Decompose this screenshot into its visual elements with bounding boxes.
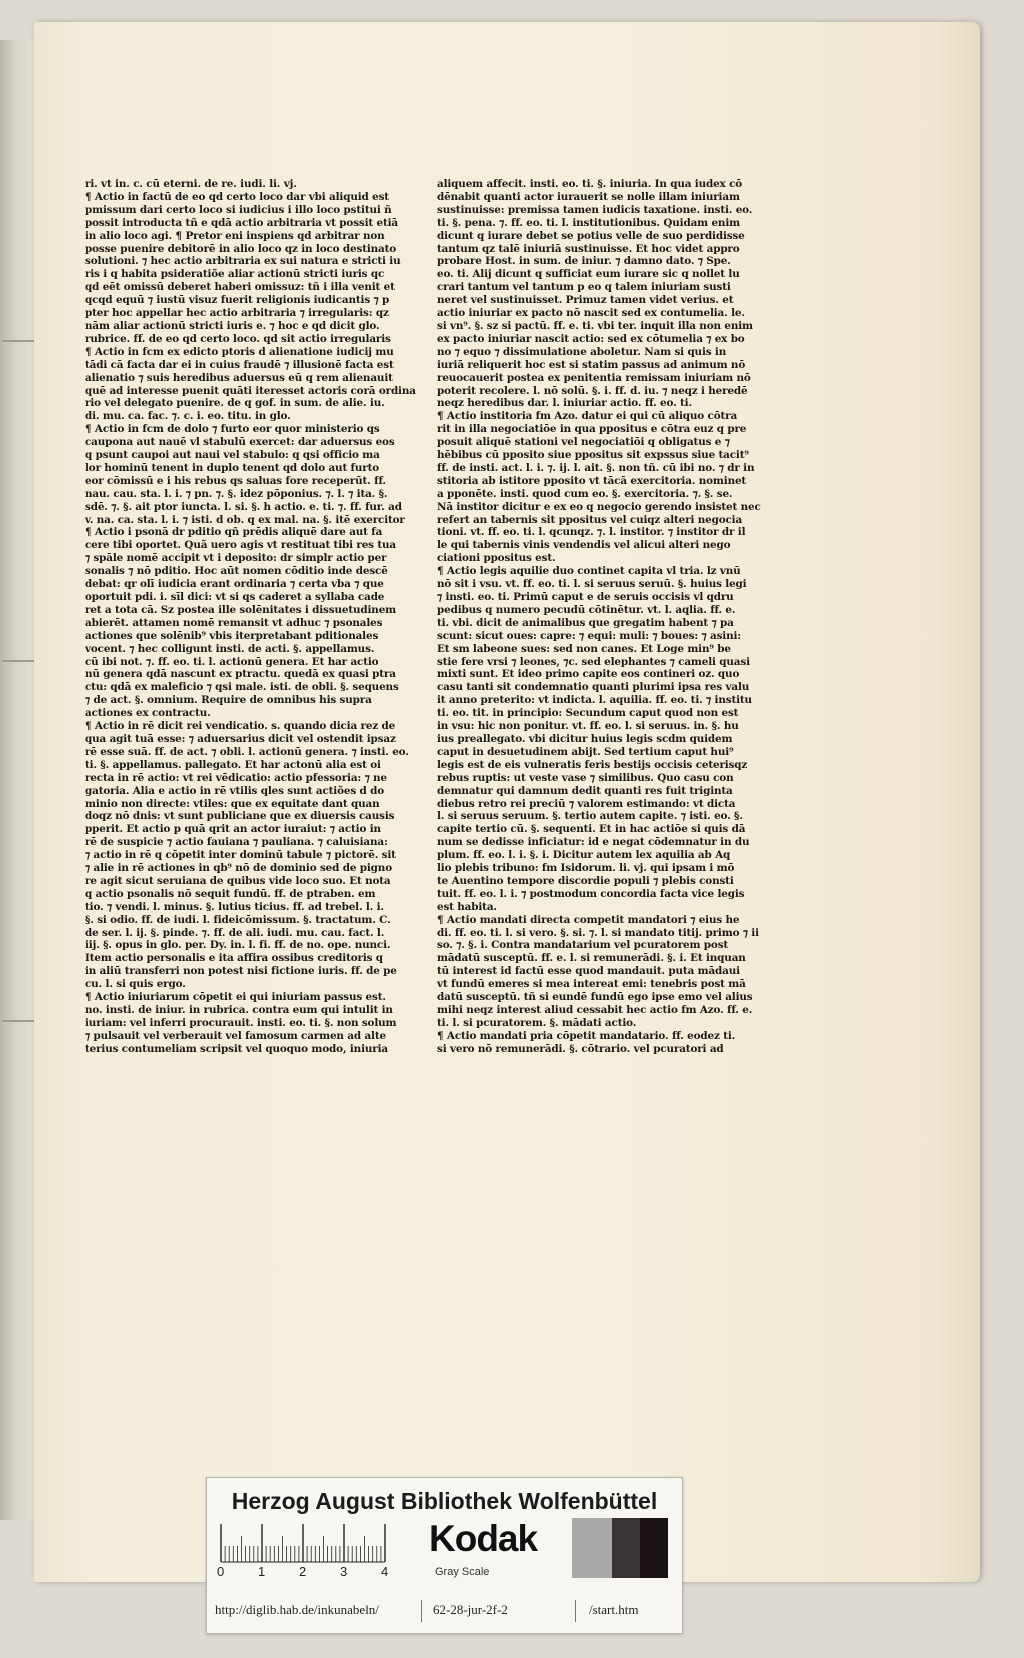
text-line: ti. §. pena. ⁊. ff. eo. ti. l. institutionibus. Quidam enim	[437, 216, 740, 229]
text-line: ⁊ actio in rē q cōpetit inter dominū tabule ⁊ pictorē. sit	[85, 849, 396, 862]
text-line: iij. §. opus in glo. per. Dy. in. l. fi. ff. de no. ope. nunci.	[85, 939, 391, 952]
text-line: q actio psonalis nō sequit fundū. ff. de ptraben. em	[85, 887, 376, 900]
text-line: poterit recolere. l. nō solū. §. i. ff. d. iu. ⁊ neqz i heredē	[437, 384, 748, 397]
text-line: demnatur qui damnum dedit quanti res fuit triginta	[437, 784, 733, 797]
text-line: caput in desuetudinem abijt. Sed tertium caput hui⁹	[437, 745, 734, 758]
text-line: mixti sunt. Et ideo primo capite eos contineri oz. quo	[437, 668, 740, 681]
shelfmark: 62-28-jur-2f-2	[433, 1602, 508, 1617]
text-line: ciationi ppositus est.	[437, 552, 556, 565]
text-line: ⁊ insti. eo. ti. Primū caput e de seruis occisis vl qdru	[437, 591, 734, 603]
text-line: no. insti. de iniur. in rubrica. contra eum qui intulit in	[85, 1004, 393, 1016]
text-line: pperit. Et actio p quā qrit an actor iuraiut: ⁊ actio in	[85, 823, 381, 836]
text-line: probare Host. in sum. de iniur. ⁊ damno dato. ⁊ Spe.	[437, 255, 731, 268]
scale-ruler	[217, 1522, 392, 1564]
text-line: ¶ Actio institoria fm Azo. datur ei qui cū aliquo cōtra	[437, 410, 738, 423]
text-line: terius contumeliam scripsit vel quoquo modo, iniuria	[85, 1042, 388, 1055]
text-line: ctu: qdā ex maleficio ⁊ qsi male. isti. de obli. §. sequens	[85, 681, 399, 694]
gray-scale-caption: Gray Scale	[435, 1566, 490, 1578]
text-line: a pponēte. insti. quod cum eo. §. exercitoria. ⁊. §. se.	[437, 487, 733, 500]
text-line: ret a tota cā. Sz postea ille solēnitates i dissuetudinem	[85, 603, 396, 616]
gray-swatch-black	[640, 1518, 668, 1578]
text-line: pedibus q numero pecudū cōtinētur. vt. l. aqlia. ff. e.	[437, 603, 736, 616]
ruler-number: 3	[340, 1564, 348, 1579]
text-line: num se dedisse inficiatur: id e negat cōdemnatur in du	[437, 836, 750, 849]
text-line: ti. eo. tit. in principio: Secundum caput quod non est	[437, 707, 739, 720]
text-line: lio plebis tribuno: fm Isidorum. li. vj. qui ipsam i mō	[437, 862, 735, 875]
text-line: crari tantum vel tantum p eo q talem iniuriam susti	[437, 281, 731, 294]
text-line: cū ibi not. ⁊. ff. eo. ti. l. actionū genera. Et har actio	[85, 655, 379, 668]
text-line: rubrice. ff. de eo qd certo loco. qd sit actio irregularis	[85, 332, 391, 345]
text-line: ⁊ alie in rē actiones in qb⁹ nō de dominio sed de pigno	[85, 862, 392, 875]
text-line: q psunt caupoi aut naui vel stabulo: q qsi officio ma	[85, 449, 380, 462]
text-line: eor cōmissū e i his rebus qs saluas fore receperūt. ff.	[85, 474, 386, 487]
text-line: no ⁊ equo ⁊ dissimulatione aboletur. Nam si quis in	[437, 345, 727, 358]
library-label-card	[206, 1477, 683, 1634]
text-line: ris i q habita psideratiõe aliar actionū stricti iuris qc	[85, 268, 385, 281]
ruler-number: 2	[299, 1564, 307, 1579]
text-line: ¶ Actio mandati pria cōpetit mandatario. ff. eodez ti.	[437, 1029, 736, 1042]
text-line: in aliū transferri non potest nisi fictione iuris. ff. de pe	[85, 965, 397, 978]
text-line: tio. ⁊ vendi. l. minus. §. lutius ticius. ff. ad trebel. l. i.	[85, 900, 384, 913]
text-line: ¶ Actio in factū de eo qd certo loco dar vbi aliquid est	[85, 190, 389, 203]
text-line: pmissum dari certo loco si iudicius i illo loco pstitui ñ	[85, 203, 392, 216]
text-line: rē esse suā. ff. de act. ⁊ obli. l. actionū genera. ⁊ insti. eo.	[85, 745, 409, 758]
text-line: re agit sicut seruiana de quibus vide loco suo. Et nota	[85, 874, 391, 887]
text-line: nō sit i vsu. vt. ff. eo. ti. l. si seruus seruū. §. huius legi	[437, 578, 747, 591]
text-line: tantum qz talē iniuriā sustinuisse. Et hoc videt appro	[437, 242, 740, 255]
text-line: §. si odio. ff. de iudi. l. fideicōmissum. §. tractatum. C.	[85, 913, 391, 926]
text-line: scunt: sicut oues: capre: ⁊ equi: muli: ⁊ boues: ⁊ asini:	[437, 629, 741, 642]
text-line: dicunt q iurare debet se potius velle de suo perdidisse	[437, 229, 745, 242]
text-line: rit in illa negociatiōe in qua ppositus e cōtra euz q pre	[437, 423, 747, 436]
ruler-number: 1	[258, 1564, 266, 1579]
text-line: so. ⁊. §. i. Contra mandatarium vel pcuratorem post	[437, 939, 729, 952]
text-line: qcqd equū ⁊ iustū visuz fuerit religionis iudicantis ⁊ p	[85, 294, 390, 307]
text-line: minio non directe: vtiles: que ex equitate dant quan	[85, 797, 380, 810]
text-line: si vero nō remunerādi. §. cōtrario. vel pcuratori ad	[437, 1042, 724, 1055]
text-line: capite tertio cū. §. sequenti. Et in hac actiōe si quis dā	[437, 823, 746, 836]
text-line: Nā institor dicitur e ex eo q negocio gerendo insistet nec	[437, 500, 761, 513]
text-line: refert an tabernis sit ppositus vel cuiqz alteri negocia	[437, 513, 743, 526]
text-line: in alio loco agi. ¶ Pretor eni inspiens qd arbitrar non	[85, 229, 385, 242]
text-line: ff. de insti. act. l. i. ⁊. ij. l. ait. §. non tñ. cū ibi no. ⁊ dr in	[437, 461, 755, 474]
text-line: mihi neqz interest aliud cessabit hec actio fm Azo. ff. e.	[437, 1004, 753, 1016]
text-line: v. na. ca. sta. l. i. ⁊ isti. d ob. q ex mal. na. §. itē exercitor	[85, 513, 405, 526]
text-line: lor hominū tenent in duplo tenent qd dolo aut furto	[85, 461, 380, 474]
text-line: debat: qr olī iudicia erant ordinaria ⁊ certa vba ⁊ que	[85, 578, 384, 591]
text-line: reuocauerit postea ex penitentia remissam iniuriam nō	[437, 371, 751, 384]
text-line: iuriā reliquerit hoc est si statim passus ad animum nō	[437, 358, 746, 371]
text-line: ex pacto iniuriar nascit actio: sed ex cōtumelia ⁊ ex bo	[437, 332, 745, 345]
text-line: pter hoc appellar hec actio arbitraria ⁊ irregularis: qz	[85, 307, 389, 320]
text-line: abierēt. attamen nomē remansit vt adhuc ⁊ psonales	[85, 616, 383, 629]
text-line: datū susceptū. tñ si eundē fundū ego ipse emo vel alius	[437, 991, 753, 1004]
text-line: actiones que solēnib⁹ vbis iterpretabant pditionales	[85, 629, 379, 642]
text-line: aliquem affecit. insti. eo. ti. §. iniuria. In qua iudex cō	[437, 178, 743, 190]
text-line: nū genera qdā nascunt ex ptractu. quedā ex quasi ptra	[85, 668, 396, 681]
text-line: tuit. ff. eo. l. i. ⁊ postmodum concordia facta vice legis	[437, 887, 745, 900]
text-line: di. mu. ca. fac. ⁊. c. i. eo. titu. in glo.	[85, 410, 291, 423]
text-column-left	[85, 178, 430, 1056]
text-line: ¶ Actio mandati directa competit mandatori ⁊ eius he	[437, 913, 740, 926]
gray-swatch-dark	[612, 1518, 640, 1578]
text-line: dēnabit quanti actor iurauerit se nolle illam iniuriam	[437, 190, 740, 203]
text-line: oportuit pdi. i. sīl dici: vt si qs caderet a syllaba cade	[85, 591, 385, 603]
text-line: sustinuisse: premissa tamen iudicis taxatione. insti. eo.	[437, 203, 753, 216]
text-line: casu tanti sit condemnatio quanti plurimi ipsa res valu	[437, 681, 750, 694]
text-line: ti. §. appellamus. pallegato. Et har actonū alia est oi	[85, 758, 381, 771]
text-line: stie fere vrsi ⁊ leones, ⁊c. sed elephantes ⁊ cameli quasi	[437, 655, 750, 668]
text-line: caupona aut nauē vl stabulū exercet: dar aduersus eos	[85, 436, 395, 449]
ruler-numbers	[217, 1564, 392, 1584]
text-line: legis est de eis vulneratis feris bestijs occisis ceterisqz	[437, 758, 748, 771]
text-line: actiones ex contractu.	[85, 707, 211, 720]
text-line: est habita.	[437, 900, 497, 913]
text-line: l. si seruus seruum. §. tertio autem capite. ⁊ isti. eo. §.	[437, 810, 743, 823]
label-footer	[207, 1598, 682, 1626]
start-link[interactable]: /start.htm	[589, 1602, 639, 1617]
text-line: qua agit tuā esse: ⁊ aduersarius dicit vel ostendit ipsaz	[85, 732, 396, 745]
text-line: it anno preterito: vt indicta. l. aquilia. ff. eo. ti. ⁊ institu	[437, 694, 752, 707]
text-line: rio vel delegato puenire. de q gof. in sum. de alie. iu.	[85, 397, 385, 410]
text-line: eo. ti. Alij dicunt q sufficiat eum iurare sic q nollet lu	[437, 268, 740, 281]
text-line: neqz heredibus dar. l. iniuriar actio. ff. eo. ti.	[437, 397, 692, 410]
text-line: neret vel sustinuisset. Primuz tamen videt verius. et	[437, 294, 734, 307]
text-line: ¶ Actio i psonā dr pditio qñ prēdis aliquē dare aut fa	[85, 526, 383, 539]
text-line: ri. vt in. c. cū eterni. de re. iudi. li. vj.	[85, 178, 297, 190]
text-line: vt fundū emeres si mea intereat emi: tenebris post mā	[437, 978, 746, 991]
kodak-logo-text: Kodak	[429, 1518, 538, 1559]
text-line: rē de suspicie ⁊ actio fauiana ⁊ pauliana. ⁊ caluisiana:	[85, 836, 388, 849]
text-line: alienatio ⁊ suis heredibus aduersus eū q rem alienauit	[85, 371, 393, 384]
text-line: solutioni. ⁊ hec actio arbitraria ex sui natura e stricti iu	[85, 255, 401, 268]
text-line: in vsu: hic non ponitur. vt. ff. eo. l. si seruus. in. §. hu	[437, 720, 739, 733]
text-line: le qui tabernis vinis vendendis vel alicui alteri nego	[437, 539, 731, 552]
text-line: ¶ Actio in rē dicit rei vendicatio. s. quando dicia rez de	[85, 720, 396, 733]
text-line: hēbibus cū pposito siue ppositus sit expssus siue tacit⁹	[437, 449, 749, 462]
text-line: cere tibi oportet. Quã uero agis vt restituat tibi res tua	[85, 539, 396, 552]
text-line: de ser. l. ij. §. pinde. ⁊. ff. de ali. iudi. mu. cau. fact. l.	[85, 926, 385, 939]
text-line: sonalis ⁊ nō pditio. Hoc aūt nomen cōditio inde descē	[85, 565, 388, 578]
text-line: diebus retro rei preciū ⁊ valorem estimando: vt dicta	[437, 797, 736, 810]
text-line: plum. ff. eo. l. i. §. i. Dicitur autem lex aquilia ab Aq	[437, 849, 731, 862]
text-line: recta in rē actio: vt rei vēdicatio: actio pfessoria: ⁊ ne	[85, 771, 387, 784]
text-line: possit introducta tñ e qdā actio arbitraria vt possit etiā	[85, 216, 398, 229]
text-line: ¶ Actio in fcm ex edicto ptoris d alienatione iudicij mu	[85, 345, 394, 358]
text-line: mādatū susceptū. ff. e. l. si remunerādi. §. i. Et inquan	[437, 952, 746, 965]
text-line: ¶ Actio iniuriarum cōpetit ei qui iniuriam passus est.	[85, 991, 386, 1004]
text-line: tioni. vt. ff. eo. ti. l. qcunqz. ⁊. l. institor. ⁊ institor dr il	[437, 526, 746, 539]
text-line: qd eēt omissū deberet haberi omissuz: tñ i illa venit et	[85, 281, 395, 294]
text-line: ⁊ de act. §. omnium. Require de omnibus his supra	[85, 694, 372, 707]
text-line: cu. l. si quis ergo.	[85, 978, 186, 991]
text-line: iuriam: vel inferri procurauit. insti. eo. ti. §. non solum	[85, 1016, 397, 1029]
text-line: ti. l. si pcuratorem. §. mādati actio.	[437, 1016, 637, 1029]
gray-swatch-light	[572, 1518, 612, 1578]
text-line: posuit aliquē stationi vel negociatiōi q obligatus e ⁊	[437, 436, 730, 449]
text-line: actio iniuriar ex pacto nō nascit sed ex contumelia. le.	[437, 307, 745, 320]
text-line: nau. cau. sta. l. i. ⁊ pn. ⁊. §. idez pōponius. ⁊. l. ⁊ ita. §.	[85, 487, 388, 500]
ruler-number: 4	[381, 1564, 389, 1579]
text-line: posse puenire debitorē in alio loco qz in loco destinato	[85, 242, 397, 255]
ruler-number: 0	[217, 1564, 225, 1579]
text-line: tādi cā facta dar ei in cuius fraudē ⁊ illusionē facta est	[85, 358, 394, 371]
text-line: stitoria ab istitore pposito vt tācā exercitoria. nominet	[437, 474, 747, 487]
text-line: gatoria. Alia e actio in rē vtilis qles sunt actiões d do	[85, 784, 384, 797]
text-column-right	[437, 178, 782, 1056]
text-line: tū interest id factū esse quod mandauit. puta mādaui	[437, 965, 740, 978]
text-line: quē ad interesse puenit quāti iteresset actoris corā ordina	[85, 384, 416, 397]
text-line: ¶ Actio in fcm de dolo ⁊ furto eor quor ministerio qs	[85, 423, 380, 436]
text-line: Et sm labeone sues: sed non canes. Et Loge min⁹ be	[437, 642, 731, 655]
text-line: ⁊ spāle nomē accipit vt i deposito: dr simplr actio per	[85, 552, 387, 565]
text-line: Item actio personalis e ita affira ossibus creditoris q	[85, 952, 383, 965]
text-line: doqz nō dnis: vt sunt publiciane que ex diuersis causis	[85, 810, 395, 823]
text-line: ti. vbi. dicit de animalibus que gregatim habent ⁊ pa	[437, 616, 734, 629]
text-line: di. ff. eo. ti. l. si vero. §. si. ⁊. l. si mandato titij. primo ⁊ ii	[437, 926, 759, 939]
text-line: rebus ruptis: ut veste vase ⁊ similibus. Quo casu con	[437, 771, 734, 784]
text-line: sdē. ⁊. §. ait ptor iuncta. l. si. §. h actio. e. ti. ⁊. ff. fur. ad	[85, 500, 402, 513]
source-url[interactable]: http://diglib.hab.de/inkunabeln/	[215, 1602, 379, 1617]
library-name: Herzog August Bibliothek Wolfenbüttel	[231, 1488, 658, 1514]
text-line: vocent. ⁊ hec colligunt insti. de acti. §. appellamus.	[85, 642, 375, 655]
text-line: ¶ Actio legis aquilie duo continet capita vl tria. lz vnū	[437, 565, 741, 578]
text-line: si vn⁹. §. sz si pactū. ff. e. ti. vbi ter. inquit illa non enim	[437, 319, 753, 332]
text-line: ⁊ pulsauit vel verberauit vel famosum carmen ad alte	[85, 1029, 386, 1042]
text-line: te Auentino tempore discordie populi ⁊ plebis consti	[437, 874, 734, 887]
text-line: nām aliar actionū stricti iuris e. ⁊ hoc e qd dicit glo.	[85, 319, 380, 332]
text-line: ius preallegato. vbi dicitur huius legis scdm quidem	[437, 732, 733, 745]
